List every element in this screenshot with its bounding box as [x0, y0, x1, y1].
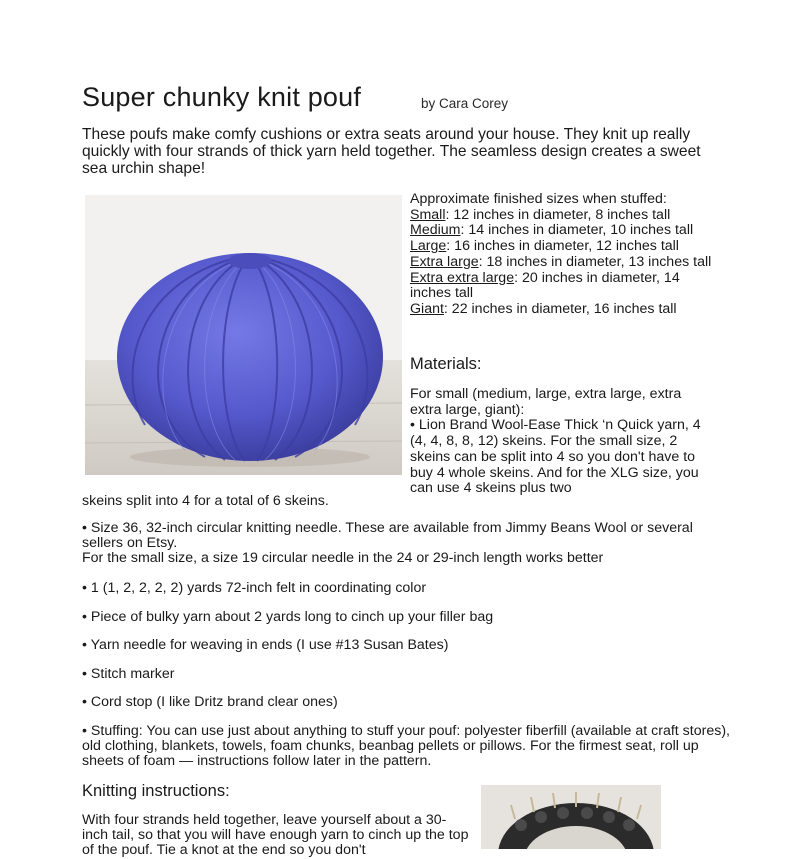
- size-item: [410, 271, 720, 302]
- size-label: Small: [410, 206, 446, 223]
- size-item: [410, 223, 720, 239]
- intro-paragraph: These poufs make comfy cushions or extra seats around your house. They knit up really quickly with four strands of thick yarn held together. The seamless design creates a sweet sea urchin shape!: [82, 126, 701, 177]
- sizes-section: [410, 192, 720, 318]
- needle-bullet-block: [82, 521, 732, 567]
- size-label: Medium: [410, 222, 461, 239]
- cord-stop-bullet: • Cord stop (I like Dritz brand clear ones): [82, 694, 338, 710]
- size-detail: : 20 inches in diameter, 14 inches tall: [410, 269, 680, 302]
- sizes-heading: Approximate finished sizes when stuffed:: [410, 191, 667, 207]
- stitch-marker-bullet: • Stitch marker: [82, 666, 175, 682]
- pouf-top-cinch: [228, 253, 272, 269]
- size-label: Large: [410, 238, 447, 255]
- size-label: Extra extra large: [410, 269, 515, 286]
- needle-bullet: • Size 36, 32-inch circular knitting needle. These are available from Jimmy Beans Wool or several sellers on Etsy.: [82, 520, 693, 552]
- size-detail: : 14 inches in diameter, 10 inches tall: [460, 222, 694, 239]
- size-item: [410, 302, 720, 318]
- page-title: Super chunky knit pouf: [82, 82, 362, 112]
- size-item: [410, 208, 720, 224]
- size-label: Extra large: [410, 253, 479, 270]
- bulky-yarn-bullet: • Piece of bulky yarn about 2 yards long to cinch up your filler bag: [82, 609, 494, 625]
- stuffing-bullet: • Stuffing: You can use just about anything to stuff your pouf: polyester fiberfill (available at craft stores), old clothing, blankets, towels, foam chunks, beanbag pellets or pillows. For the firmest seat, roll up sheets of foam — instructions follow later in the pattern.: [82, 723, 730, 770]
- knitting-paragraph: With four strands held together, leave yourself about a 30-inch tail, so that you will have enough yarn to cinch up the top of the pouf. Tie a knot at the end so you don't: [82, 812, 469, 859]
- yarn-bullet-continuation: skeins split into 4 for a total of 6 skeins.: [82, 493, 329, 509]
- knitting-heading: Knitting instructions:: [82, 782, 230, 800]
- pouf-body: [117, 253, 383, 461]
- size-item: [410, 239, 720, 255]
- yarn-bullet: • Lion Brand Wool-Ease Thick ‘n Quick yarn, 4 (4, 4, 8, 8, 12) skeins. For the small size, 2 skeins can be split into 4 so you don't have to buy 4 whole skeins. And for the XLG size, you can use 4 skeins plus two: [410, 417, 701, 497]
- size-detail: : 16 inches in diameter, 12 inches tall: [446, 238, 679, 255]
- size-detail: : 12 inches in diameter, 8 inches tall: [445, 206, 671, 223]
- author-byline: by Cara Corey: [421, 96, 509, 111]
- size-detail: : 18 inches in diameter, 13 inches tall: [478, 253, 712, 270]
- size-detail: : 22 inches in diameter, 16 inches tall: [443, 300, 677, 317]
- pouf-photo: [85, 195, 402, 475]
- materials-intro-line: For small (medium, large, extra large, extra extra large, giant):: [410, 386, 682, 418]
- felt-bullet: • 1 (1, 2, 2, 2, 2) yards 72-inch felt in coordinating color: [82, 580, 427, 596]
- size-label: Giant: [410, 300, 444, 317]
- needle-note: For the small size, a size 19 circular needle in the 24 or 29-inch length works better: [82, 550, 604, 567]
- materials-intro-block: [410, 387, 715, 497]
- materials-heading: Materials:: [410, 355, 482, 373]
- knitting-photo: [481, 785, 661, 849]
- yarn-needle-bullet: • Yarn needle for weaving in ends (I use #13 Susan Bates): [82, 637, 449, 653]
- size-item: [410, 255, 720, 271]
